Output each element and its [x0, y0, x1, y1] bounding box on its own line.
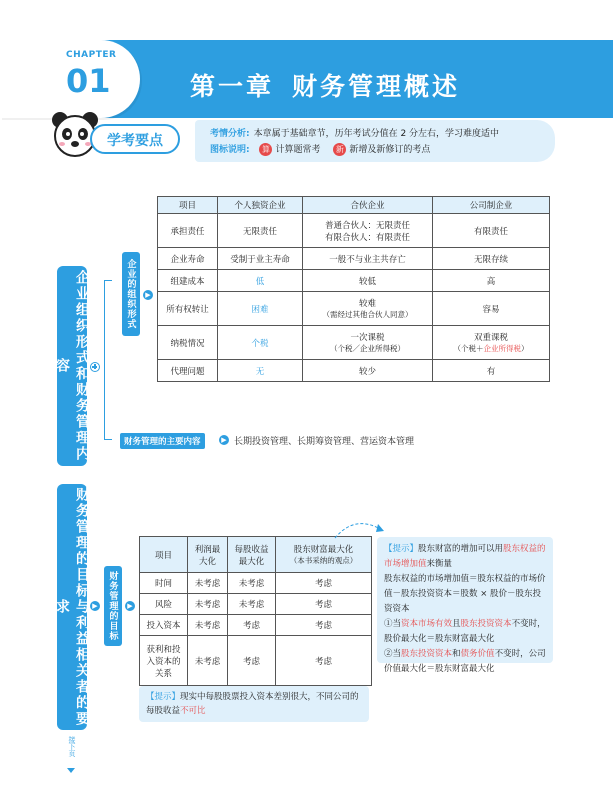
- section2-label: 财务管理的目标与利益相关者的要求: [57, 484, 87, 730]
- section1-bracket: [104, 280, 112, 440]
- table-row: 代理问题 无 较少 有: [158, 360, 550, 382]
- table-header: 公司制企业: [433, 197, 550, 214]
- next-page-label[interactable]: 接下页: [68, 736, 76, 757]
- org-form-table: [157, 196, 550, 382]
- study-points-label: 学考要点: [107, 133, 163, 149]
- table-header: 合伙企业: [303, 197, 433, 214]
- tip-right: 【提示】股东财富的增加可以用股东权益的市场增加值来衡量 股东权益的市场增加值＝股东权益的市场价值－股东投资资本＝股数 × 股价－股东投资资本 ①当资本市场有效且股东投资资本不变时，股价最大化＝股东财富最大化 ②当股东投资资本和债务价值不变时，公司价值最大化＝股东财富最大化: [377, 537, 553, 663]
- arrow-right-icon: ▶: [219, 435, 229, 445]
- table-row: 时间 未考虑 未考虑 考虑: [140, 573, 372, 594]
- expand-icon: [90, 362, 100, 372]
- table-row: 组建成本 低 较低 高: [158, 270, 550, 292]
- down-arrow-icon: [67, 768, 75, 773]
- arrow-right-icon: ▶: [125, 601, 135, 611]
- goal-table: [139, 536, 372, 686]
- arrow-right-icon: ▶: [90, 601, 100, 611]
- table-row: 风险 未考虑 未考虑 考虑: [140, 594, 372, 615]
- chapter-number: 01: [66, 62, 111, 100]
- page-title: 第一章 财务管理概述: [190, 72, 461, 101]
- table-row: 所有权转让 困难 较难 （需经过其他合伙人同意） 容易: [158, 292, 550, 326]
- org-form-label: 企业的组织形式: [122, 252, 140, 336]
- table-header: 个人独资企业: [218, 197, 303, 214]
- table-header: 利润最大化: [188, 537, 228, 573]
- content-text: 长期投资管理、长期筹资管理、营运资本管理: [234, 437, 415, 447]
- calc-badge-icon: 算: [259, 143, 272, 156]
- table-header: 股东财富最大化 （本书采纳的观点）: [276, 537, 372, 573]
- section1-label: 企业组织形式和财务管理内容: [57, 266, 87, 466]
- table-header: 项目: [158, 197, 218, 214]
- legend-line: 图标说明: 算 计算题常考 新 新增及新修订的考点: [210, 145, 431, 155]
- arrow-right-icon: ▶: [143, 290, 153, 300]
- content-label: 财务管理的主要内容: [120, 433, 205, 449]
- table-header: 每股收益最大化: [228, 537, 276, 573]
- analysis-line: 考情分析: 本章属于基础章节，历年考试分值在 2 分左右，学习难度适中: [210, 129, 500, 139]
- table-row: 承担责任 无限责任 普通合伙人：无限责任 有限合伙人：有限责任 有限责任: [158, 214, 550, 248]
- chapter-word: CHAPTER: [66, 50, 117, 60]
- new-badge-icon: 新: [333, 143, 346, 156]
- table-row: 投入资本 未考虑 考虑 考虑: [140, 615, 372, 636]
- table-row: 获利和投入资本的关系 未考虑 考虑 考虑: [140, 636, 372, 686]
- goal-label: 财务管理的目标: [104, 566, 122, 646]
- table-header: 项目: [140, 537, 188, 573]
- tip-bottom: 【提示】现实中每股股票投入资本差别很大，不同公司的每股收益不可比: [139, 686, 369, 722]
- table-row: 企业寿命 受制于业主寿命 一般不与业主共存亡 无限存续: [158, 248, 550, 270]
- table-row: 纳税情况 个税 一次课税 （个税／企业所得税） 双重课税 （个税＋企业所得税）: [158, 326, 550, 360]
